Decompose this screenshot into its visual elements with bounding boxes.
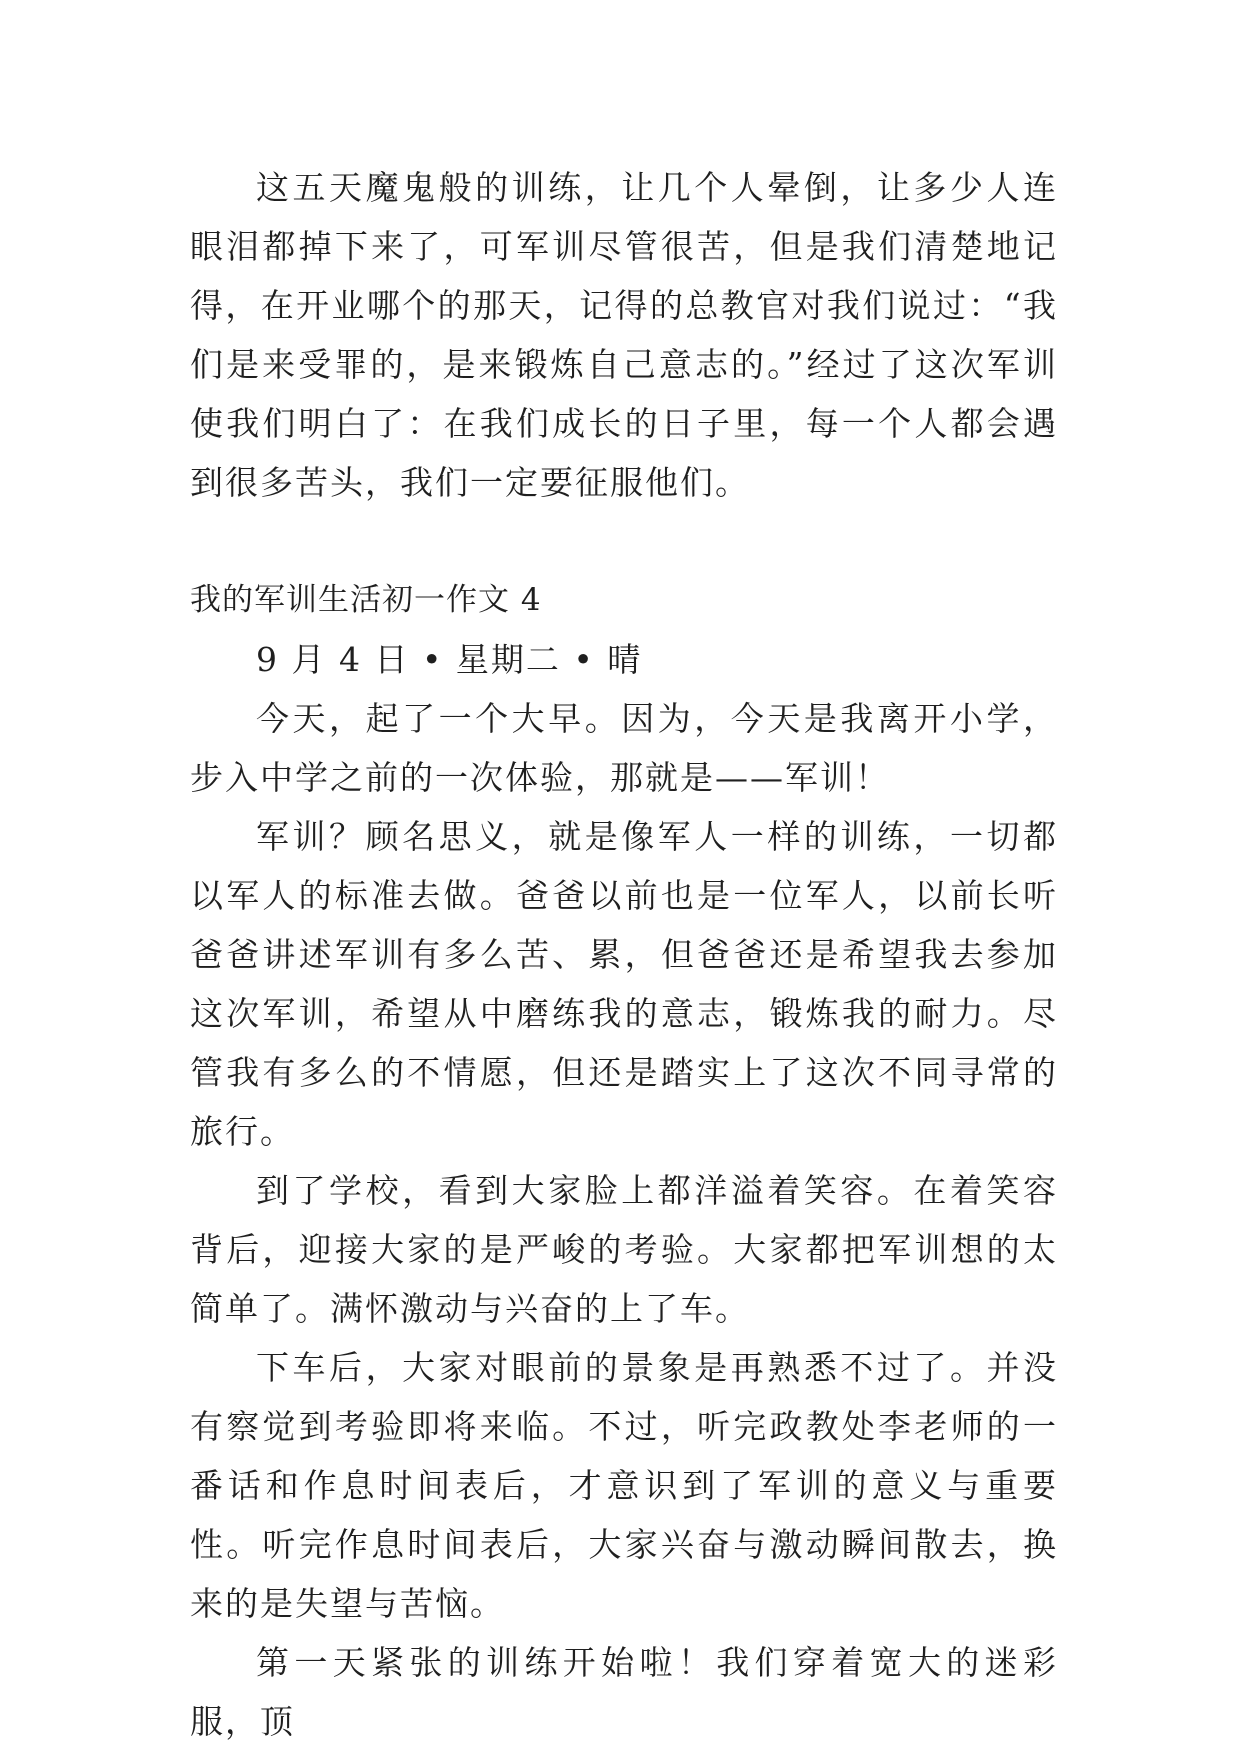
body-paragraph: 军训？顾名思义，就是像军人一样的训练，一切都以军人的标准去做。爸爸以前也是一位军人，以前长听爸爸讲述军训有多么苦、累，但爸爸还是希望我去参加这次军训，希望从中磨练我的意志，锻炼我的耐力。尽管我有多么的不情愿，但还是踏实上了这次不同寻常的旅行。: [190, 817, 1058, 1151]
body-paragraph: 第一天紧张的训练开始啦！我们穿着宽大的迷彩服，顶: [190, 1643, 1058, 1741]
body-paragraph: 今天，起了一个大早。因为，今天是我离开小学，步入中学之前的一次体验，那就是——军训！: [190, 699, 1058, 797]
essay-title: 我的军训生活初一作文 4: [190, 582, 542, 618]
date-line: 9 月 4 日 • 星期二 • 晴: [256, 640, 643, 679]
body-paragraph: 到了学校，看到大家脸上都洋溢着笑容。在着笑容背后，迎接大家的是严峻的考验。大家都把军训想的太简单了。满怀激动与兴奋的上了车。: [190, 1171, 1058, 1328]
body-paragraph: 这五天魔鬼般的训练，让几个人晕倒，让多少人连眼泪都掉下来了，可军训尽管很苦，但是我们清楚地记得，在开业哪个的那天，记得的总教官对我们说过：“我们是来受罪的，是来锻炼自己意志的。”经过了这次军训使我们明白了：在我们成长的日子里，每一个人都会遇到很多苦头，我们一定要征服他们。: [190, 168, 1058, 502]
body-paragraph: 下车后，大家对眼前的景象是再熟悉不过了。并没有察觉到考验即将来临。不过，听完政教处李老师的一番话和作息时间表后，才意识到了军训的意义与重要性。听完作息时间表后，大家兴奋与激动瞬间散去，换来的是失望与苦恼。: [190, 1348, 1058, 1623]
document-page: [190, 158, 1058, 1751]
